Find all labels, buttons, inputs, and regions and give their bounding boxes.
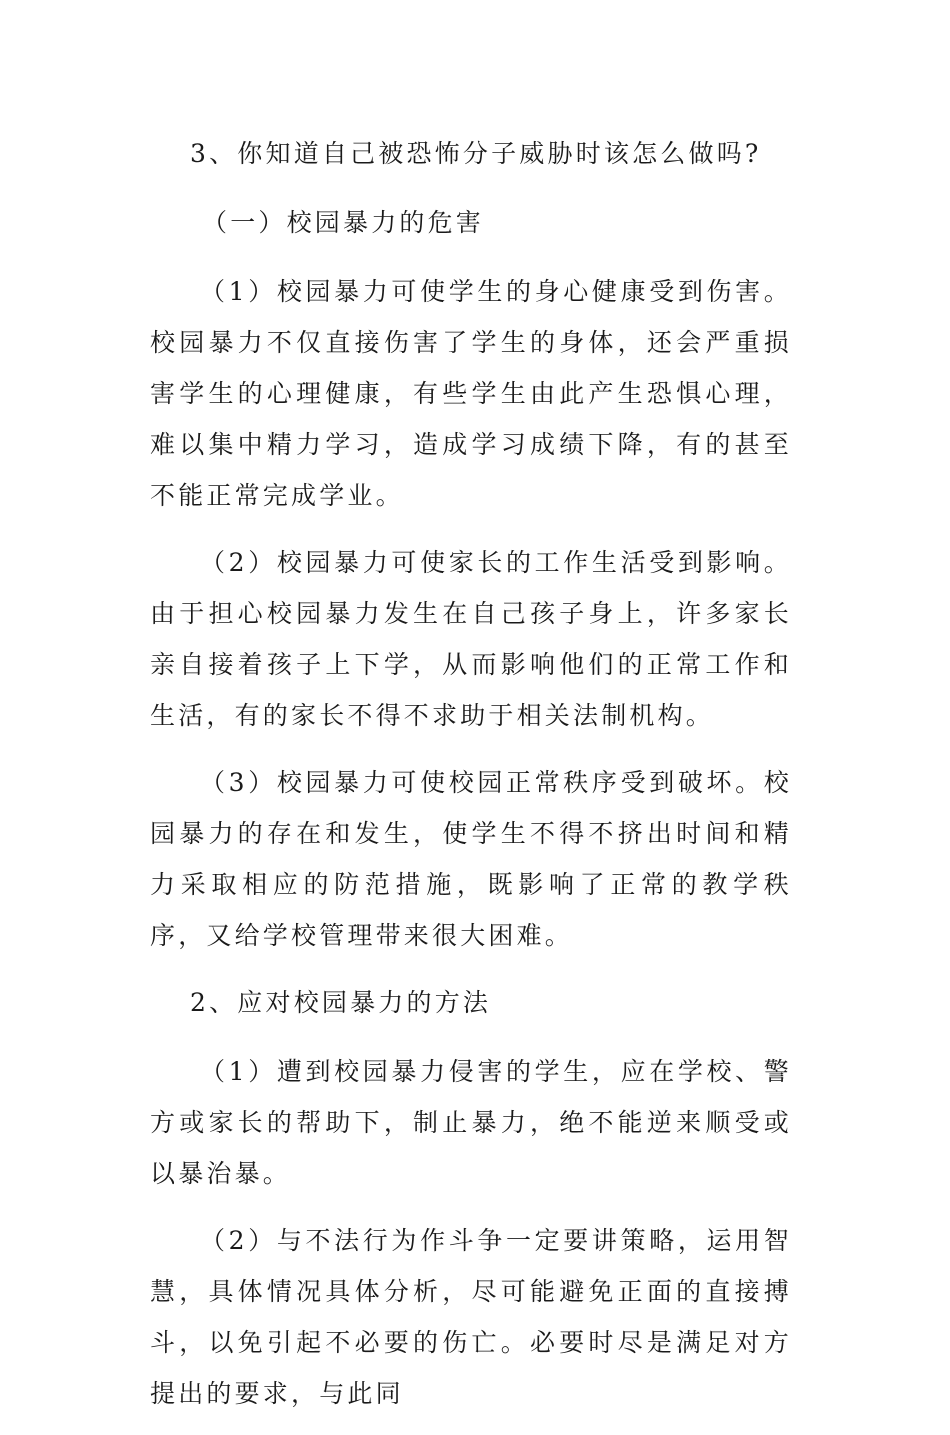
section-heading-harms: （一）校园暴力的危害 — [202, 208, 485, 237]
harm-paragraph-1: （1）校园暴力可使学生的身心健康受到伤害。校园暴力不仅直接伤害了学生的身体，还会严重损害学生的心理健康，有些学生由此产生恐惧心理，难以集中精力学习，造成学习成绩下降，有的甚至不能正常完成学业。 — [150, 277, 792, 510]
question-heading: 3、你知道自己被恐怖分子威胁时该怎么做吗? — [190, 139, 762, 168]
harm-paragraph-3: （3）校园暴力可使校园正常秩序受到破坏。校园暴力的存在和发生，使学生不得不挤出时间和精力采取相应的防范措施，既影响了正常的教学秩序，又给学校管理带来很大困难。 — [150, 768, 792, 950]
method-paragraph-1: （1）遭到校园暴力侵害的学生，应在学校、警方或家长的帮助下，制止暴力，绝不能逆来顺受或以暴治暴。 — [150, 1057, 792, 1188]
section-heading-methods: 2、应对校园暴力的方法 — [190, 988, 492, 1017]
document-body — [150, 128, 792, 1435]
harm-paragraph-2: （2）校园暴力可使家长的工作生活受到影响。由于担心校园暴力发生在自己孩子身上，许多家长亲自接着孩子上下学，从而影响他们的正常工作和生活，有的家长不得不求助于相关法制机构。 — [150, 548, 792, 730]
method-paragraph-2: （2）与不法行为作斗争一定要讲策略，运用智慧，具体情况具体分析，尽可能避免正面的直接搏斗，以免引起不必要的伤亡。必要时尽是满足对方提出的要求，与此同 — [150, 1226, 792, 1408]
